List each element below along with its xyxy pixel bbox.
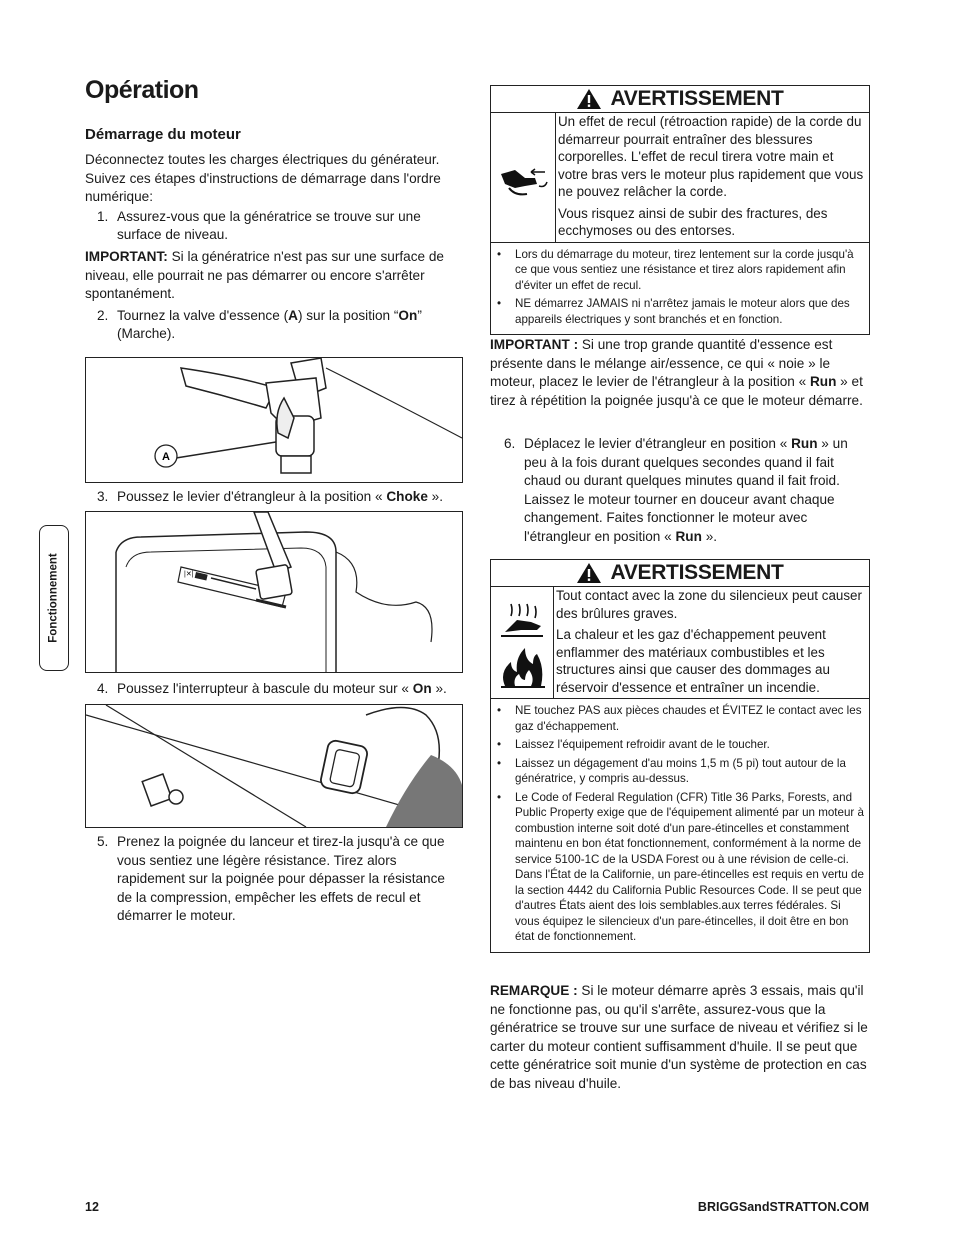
step-number: 4. bbox=[97, 681, 109, 696]
bullet-item bbox=[495, 790, 865, 945]
bullet-text: Le Code of Federal Regulation (CFR) Title 36 Parks, Forests, and Public Property exige que de l'équipement alimenté par un moteur à combustion interne soit doté d'un pare-étincelles et constamment maintenu en bon état fonctionnement, conformément à la norme de service 5100-1C de la USDA Forest ou à une révision de celle-ci. Dans l'État de la Californie, un pare-étincelles est requis en vertu de la section 4442 du California Public Resources Code. Il se peut que d'autres États aient des lois semblables.aux terres fédérales. Si vous équipez le silencieux d'un pare-étincelles, il doit être en bon état de fonctionnement. bbox=[515, 790, 864, 943]
step-number: 6. bbox=[504, 436, 516, 451]
step-number: 1. bbox=[97, 208, 109, 224]
step-number: 5. bbox=[97, 834, 109, 849]
warning-bullets bbox=[491, 243, 869, 335]
rocker-switch-illustration bbox=[86, 705, 462, 827]
left-column bbox=[85, 126, 465, 344]
bullet-item bbox=[495, 703, 865, 734]
step-6 bbox=[504, 435, 868, 547]
bullet-dot: • bbox=[497, 756, 502, 770]
warning-content-row bbox=[491, 113, 869, 243]
bullet-item bbox=[495, 247, 865, 294]
step-3 bbox=[97, 488, 467, 507]
remarque-label: REMARQUE : bbox=[490, 983, 578, 998]
warning-content-row bbox=[491, 587, 869, 699]
step-text: Poussez le levier d'étrangleur à la position « Choke ». bbox=[117, 489, 444, 504]
bullet-text: Laissez l'équipement refroidir avant de le toucher. bbox=[515, 738, 770, 751]
intro-paragraph: Déconnectez toutes les charges électriques du générateur. Suivez ces étapes d'instructions de démarrage dans l'ordre numérique: bbox=[85, 152, 441, 205]
important-label: IMPORTANT: bbox=[85, 248, 168, 264]
important-note bbox=[85, 248, 465, 304]
warning-header bbox=[491, 560, 869, 587]
warning-text-block bbox=[554, 587, 869, 698]
remarque-note bbox=[490, 982, 870, 1094]
right-important-note: IMPORTANT : Si une trop grande quantité d'essence est présente dans le mélange air/essence, ce qui « noie » le moteur, placez le levier de l'étrangleur à la position « Run » et tirez à répétition la poignée jusqu'à ce que le moteur démarre. bbox=[490, 337, 863, 408]
icon-cell bbox=[491, 113, 556, 242]
step-2 bbox=[85, 307, 465, 344]
step-1 bbox=[85, 208, 465, 245]
warning-title: AVERTISSEMENT bbox=[610, 561, 784, 584]
choke-figure bbox=[85, 511, 463, 673]
step-text: Tournez la valve d'essence (A) sur la position “On” (Marche). bbox=[117, 307, 422, 342]
bullet-dot: • bbox=[497, 704, 502, 717]
step-text: Poussez l'interrupteur à bascule du moteur sur « On ». bbox=[117, 681, 447, 696]
svg-text:|✕|: |✕| bbox=[184, 571, 194, 578]
page-title: Opération bbox=[85, 76, 199, 104]
step-text: Prenez la poignée du lanceur et tirez-la jusqu'à ce que vous sentiez une légère résistance. Tirez alors rapidement sur la poignée pour dépasser la résistance de la compression, empêcher les effets de recul et démarrer le moteur. bbox=[117, 834, 445, 924]
section-heading: Démarrage du moteur bbox=[85, 126, 241, 143]
warning-text-2: La chaleur et les gaz d'échappement peuvent enflammer des matériaux combustibles et les structures ainsi que causer des dommages au réservoir d'essence et entraîner un incendie. bbox=[556, 627, 830, 695]
choke-lever-illustration bbox=[86, 512, 462, 672]
warning-text-2: Vous risquez ainsi de subir des fractures, des ecchymoses ou des entorses. bbox=[558, 205, 828, 238]
side-tab-label: Fonctionnement bbox=[48, 553, 61, 643]
warning-triangle-icon bbox=[576, 88, 602, 110]
fire-icon bbox=[497, 644, 547, 688]
bullet-dot: • bbox=[497, 247, 502, 261]
bullet-text: NE démarrez JAMAIS ni n'arrêtez jamais le moteur alors que des appareils électriques y sont branchés et en fonction. bbox=[515, 297, 850, 326]
callout-a: A bbox=[162, 451, 170, 463]
step-number: 3. bbox=[97, 489, 109, 504]
step-5 bbox=[97, 833, 462, 926]
icon-cell bbox=[491, 587, 554, 698]
step-number: 2. bbox=[97, 307, 109, 323]
side-tab bbox=[39, 525, 69, 671]
warning-triangle-icon bbox=[576, 562, 602, 584]
engine-switch-figure bbox=[85, 704, 463, 828]
warning-text-1: Un effet de recul (rétroaction rapide) de la corde du démarreur pourrait entraîner des blessures corporelles. L'effet de recul tirera votre main et votre bras vers le moteur plus rapidement que vous ne pouvez relâcher la corde. bbox=[558, 114, 864, 199]
page-number: 12 bbox=[85, 1200, 99, 1214]
bullet-dot: • bbox=[497, 790, 502, 804]
step-text: Assurez-vous que la génératrice se trouve sur une surface de niveau. bbox=[117, 208, 421, 243]
bullet-item bbox=[495, 737, 865, 753]
fuel-valve-figure bbox=[85, 357, 463, 483]
warning-box-kickback bbox=[490, 85, 870, 335]
remarque-text: Si le moteur démarre après 3 essais, mais qu'il ne fonctionne pas, ou qu'il s'arrête, assurez-vous que la génératrice se trouve sur une surface de niveau et vérifiez si le carter du moteur contient suffisamment d'huile. Il se peut que cette génératrice soit munie d'un système de protection en cas de bas niveau d'huile. bbox=[490, 983, 868, 1091]
bullet-item bbox=[495, 756, 865, 787]
important-text: Si la génératrice n'est pas sur une surface de niveau, elle pourrait ne pas démarrer ou encore s'arrêter spontanément. bbox=[85, 248, 444, 302]
warning-title: AVERTISSEMENT bbox=[610, 87, 784, 110]
bullet-dot: • bbox=[497, 297, 502, 311]
website-footer: BRIGGSandSTRATTON.COM bbox=[697, 1200, 869, 1214]
warning-text-1: Tout contact avec la zone du silencieux peut causer des brûlures graves. bbox=[556, 588, 862, 621]
warning-bullets bbox=[491, 699, 869, 952]
warning-box-muffler bbox=[490, 559, 870, 953]
warning-text-block bbox=[556, 113, 869, 242]
step-text: Déplacez le levier d'étrangleur en position « Run » un peu à la fois durant quelques secondes quand il fait chaud ou durant quelques minutes quand il fait froid. Laissez le moteur tourner en douceur avant chaque changement. Faites fonctionner le moteur avec l'étrangleur en position « Run ». bbox=[524, 436, 848, 544]
kickback-hand-icon bbox=[495, 152, 551, 202]
hot-surface-icon bbox=[497, 598, 547, 638]
bullet-text: NE touchez PAS aux pièces chaudes et ÉVITEZ le contact avec les gaz d'échappement. bbox=[515, 704, 862, 733]
bullet-item bbox=[495, 296, 865, 327]
warning-header bbox=[491, 86, 869, 113]
bullet-text: Laissez un dégagement d'au moins 1,5 m (5 pi) tout autour de la génératrice, y compris au-dessus. bbox=[515, 756, 846, 785]
step-4 bbox=[97, 680, 467, 699]
fuel-valve-illustration bbox=[86, 358, 462, 482]
bullet-dot: • bbox=[497, 738, 502, 751]
important-label: IMPORTANT : bbox=[490, 337, 579, 352]
bullet-text: Lors du démarrage du moteur, tirez lentement sur la corde jusqu'à ce que vous sentiez une résistance et tirez alors rapidement afin d'éviter un effet de recul. bbox=[515, 247, 854, 292]
